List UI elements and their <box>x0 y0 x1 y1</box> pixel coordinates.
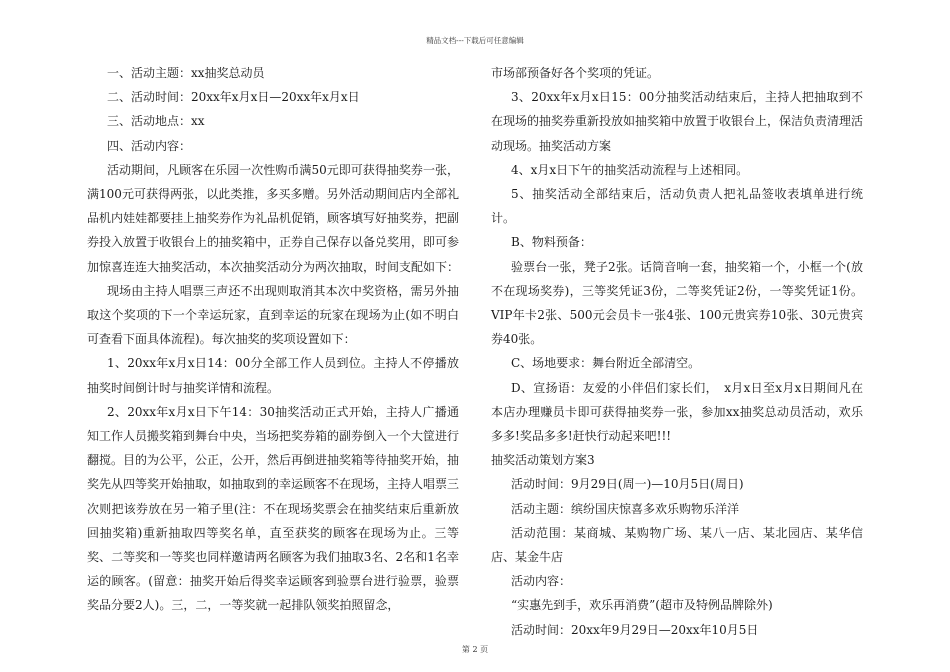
paragraph: 一、活动主题：xx抽奖总动员 <box>107 66 265 80</box>
paragraph: 1、20xx年x月x日14：00分全部工作人员到位。主持人不停播放抽奖时间倒计时与抽奖详情和流程。 <box>87 356 459 395</box>
paragraph: 5、抽奖活动全部结束后，活动负责人把礼品签收表填单进行统计。 <box>491 187 863 226</box>
paragraph: 活动主题：缤纷国庆惊喜多欢乐购物乐洋洋 <box>511 501 740 516</box>
paragraph: 验票台一张，凳子2张。话筒音响一套，抽奖箱一个，小框一个(放不在现场奖券)，三等奖凭证3份，二等奖凭证2份，一等奖凭证1份。VIP年卡2张、500元会员卡一张4张、100元贵宾券10张、30元贵宾券40张。 <box>491 259 863 347</box>
paragraph: B、物料预备： <box>511 235 592 250</box>
paragraph: “实惠先到手，欢乐再消费”(超市及特例品牌除外) <box>511 598 773 613</box>
right-column <box>491 61 863 642</box>
paragraph: 二、活动时间：20xx年x月x日—20xx年x月x日 <box>107 90 360 105</box>
paragraph: 活动期间，凡顾客在乐园一次性购币满50元即可获得抽奖券一张，满100元可获得两张，以此类推，多买多赠。另外活动期间店内全部礼品机内娃娃都要挂上抽奖券作为礼品机促销，顾客填写好抽奖券，把副券投入放置于收银台上的抽奖箱中，正券自己保存以备兑奖用，即可参加惊喜连连大抽奖活动，本次抽奖活动分为两次抽取，时间支配如下： <box>87 162 460 274</box>
paragraph: D、宣扬语：友爱的小伴侣们家长们， x月x日至x月x日期间凡在本店办理赚员卡即可获得抽奖券一张，参加xx抽奖总动员活动，欢乐多多!奖品多多!赶快行动起来吧!!! <box>491 380 863 444</box>
page-number: 第 2 页 <box>461 645 489 654</box>
left-column <box>87 61 459 618</box>
paragraph: 市场部预备好各个奖项的凭证。 <box>491 66 660 80</box>
paragraph: 活动时间：9月29日(周一)—10月5日(周日) <box>511 477 744 492</box>
paragraph: 4、x月x日下午的抽奖活动流程与上述相同。 <box>511 162 749 177</box>
paragraph: 四、活动内容： <box>107 138 192 153</box>
paragraph: 活动范围：某商城、某购物广场、某八一店、某北园店、某华信店、某金牛店 <box>491 525 863 565</box>
page-header: 精品文档---下载后可任意编辑 <box>426 36 524 45</box>
paragraph: 活动内容： <box>511 574 572 589</box>
section-heading: 抽奖活动策划方案3 <box>491 453 595 468</box>
paragraph: 三、活动地点：xx <box>107 114 205 129</box>
paragraph: C、场地要求：舞台附近全部清空。 <box>511 356 701 371</box>
paragraph: 2、20xx年x月x日下午14：30抽奖活动正式开始，主持人广播通知工作人员搬奖箱到舞台中央，当场把奖券箱的副券倒入一个大筐进行翻搅。目的为公平，公正，公开，然后再倒进抽奖箱等待抽奖开始，抽奖先从四等奖开始抽取，如抽取到的幸运顾客不在现场，主持人唱票三次则把该券放在另一箱子里(注：不在现场奖票会在抽奖结束后重新放回抽奖箱)重新抽取四等奖名单，直至获奖的顾客在现场为止。三等奖、二等奖和一等奖也同样邀请两名顾客为我们抽取3名、2名和1名幸运的顾客。(留意：抽奖开始后得奖幸运顾客到验票台进行验票，验票奖品分要2人)。三，二，一等奖就一起排队领奖拍照留念， <box>87 404 460 613</box>
paragraph: 3、20xx年x月x日15：00分抽奖活动结束后，主持人把抽取到不在现场的抽奖券重新投放如抽奖箱中放置于收银台上，保洁负责清理活动现场。抽奖活动方案 <box>491 90 864 153</box>
paragraph: 现场由主持人唱票三声还不出现则取消其本次中奖资格，需另外抽取这个奖项的下一个幸运玩家，直到幸运的玩家在现场为止(如不明白可查看下面具体流程)。每次抽奖的奖项设置如下： <box>87 283 459 347</box>
paragraph: 活动时间：20xx年9月29日—20xx年10月5日 <box>511 622 759 637</box>
